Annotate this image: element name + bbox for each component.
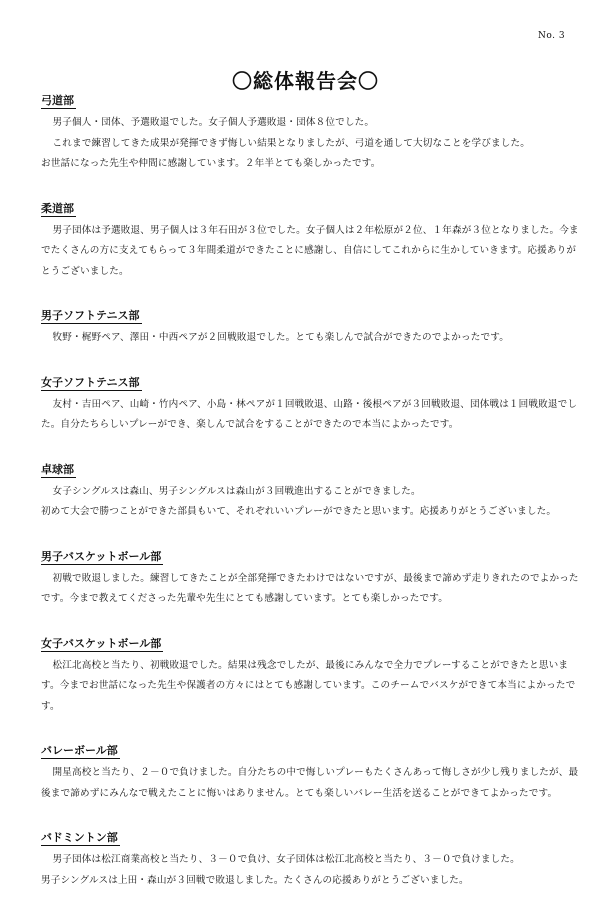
section — [41, 458, 581, 523]
section-paragraph: 開星高校と当たり、２－０で負けました。自分たちの中で悔しいプレーもたくさんあって悔しさが少し残りましたが、最後まで諦めずにみんなで戦えたことに悔いはありません。とても楽しいバレー生活を送ることができてよかったです。 — [41, 767, 579, 799]
section-paragraph: 女子シングルスは森山、男子シングルスは森山が３回戦進出することができました。 — [52, 485, 421, 497]
section-heading: 男子バスケットボール部 — [41, 549, 162, 563]
section-paragraph: 男子団体は松江商業高校と当たり、３－０で負け、女子団体は松江北高校と当たり、３－０で負けました。 — [52, 854, 520, 865]
section-paragraph: これまで練習してきた成果が発揮できず悔しい結果となりましたが、弓道を通して大切なことを学びました。 — [52, 137, 530, 149]
section-paragraph: 男子個人・団体、予選敗退でした。女子個人予選敗退・団体８位でした。 — [52, 117, 375, 128]
section — [41, 197, 581, 283]
section-paragraph: 男子団体は予選敗退、男子個人は３年石田が３位でした。女子個人は２年松原が２位、１年森が３位となりました。今までたくさんの方に支えてもらって３年間柔道ができたことに感謝し、自信にしてこれからに生かしていきます。応援ありがとうございました。 — [41, 224, 579, 277]
section-heading: 男子ソフトテニス部 — [41, 309, 140, 322]
section-paragraph: お世話になった先生や仲間に感謝しています。２年半とても楽しかったです。 — [41, 158, 381, 169]
section — [41, 89, 581, 175]
section-body — [41, 569, 581, 610]
section-heading: 女子バスケットボール部 — [41, 636, 162, 650]
section-heading: 柔道部 — [41, 201, 74, 215]
section — [41, 304, 581, 349]
section-paragraph: 初めて大会で勝つことができた部員もいて、それぞれいいプレーができたと思います。応援ありがとうございました。 — [41, 506, 557, 517]
section-heading: 女子ソフトテニス部 — [41, 375, 140, 389]
section-body — [41, 763, 581, 804]
section-heading: 卓球部 — [41, 462, 74, 476]
section-paragraph: 松江北高校と当たり、初戦敗退でした。結果は残念でしたが、最後にみんなで全力でプレーすることができたと思います。今までお世話になった先生や保護者の方々にはとても感謝しています。このチームでバスケができて本当によかったです。 — [41, 659, 576, 712]
section-heading: バレーボール部 — [41, 744, 118, 757]
section-paragraph: 初戦で敗退しました。練習してきたことが全部発揮できたわけではないですが、最後まで諦めず走りきれたのでよかったです。今まで教えてくださった先輩や先生にとても感謝しています。とても楽しかったです。 — [41, 572, 579, 604]
section — [41, 632, 581, 718]
section-heading: 弓道部 — [41, 94, 74, 107]
section — [41, 739, 581, 804]
section — [41, 371, 581, 436]
section-heading: バドミントン部 — [41, 831, 118, 844]
section — [41, 545, 581, 610]
section-body — [41, 221, 581, 283]
section-body — [41, 113, 581, 175]
section-body — [41, 482, 581, 523]
section-paragraph: 牧野・梶野ペア、澤田・中西ペアが２回戦敗退でした。とても楽しんで試合ができたのでよかったです。 — [52, 332, 509, 343]
section-paragraph: 友村・吉田ペア、山崎・竹内ペア、小島・林ペアが１回戦敗退、山路・後根ペアが３回戦敗退、団体戦は１回戦敗退でした。自分たちらしいプレーができ、楽しんで試合をすることができたので本当によかったです。 — [41, 398, 578, 430]
section-body — [41, 395, 581, 436]
page-number: No. 3 — [538, 31, 566, 41]
section-body — [41, 850, 581, 891]
section-body — [41, 656, 581, 718]
report-sections — [41, 89, 581, 913]
page-title: 〇総体報告会〇 — [232, 69, 379, 94]
section-body — [41, 328, 581, 349]
section — [41, 826, 581, 891]
section-paragraph: 男子シングルスは上田・森山が３回戦で敗退しました。たくさんの応援ありがとうございました。 — [41, 874, 469, 886]
